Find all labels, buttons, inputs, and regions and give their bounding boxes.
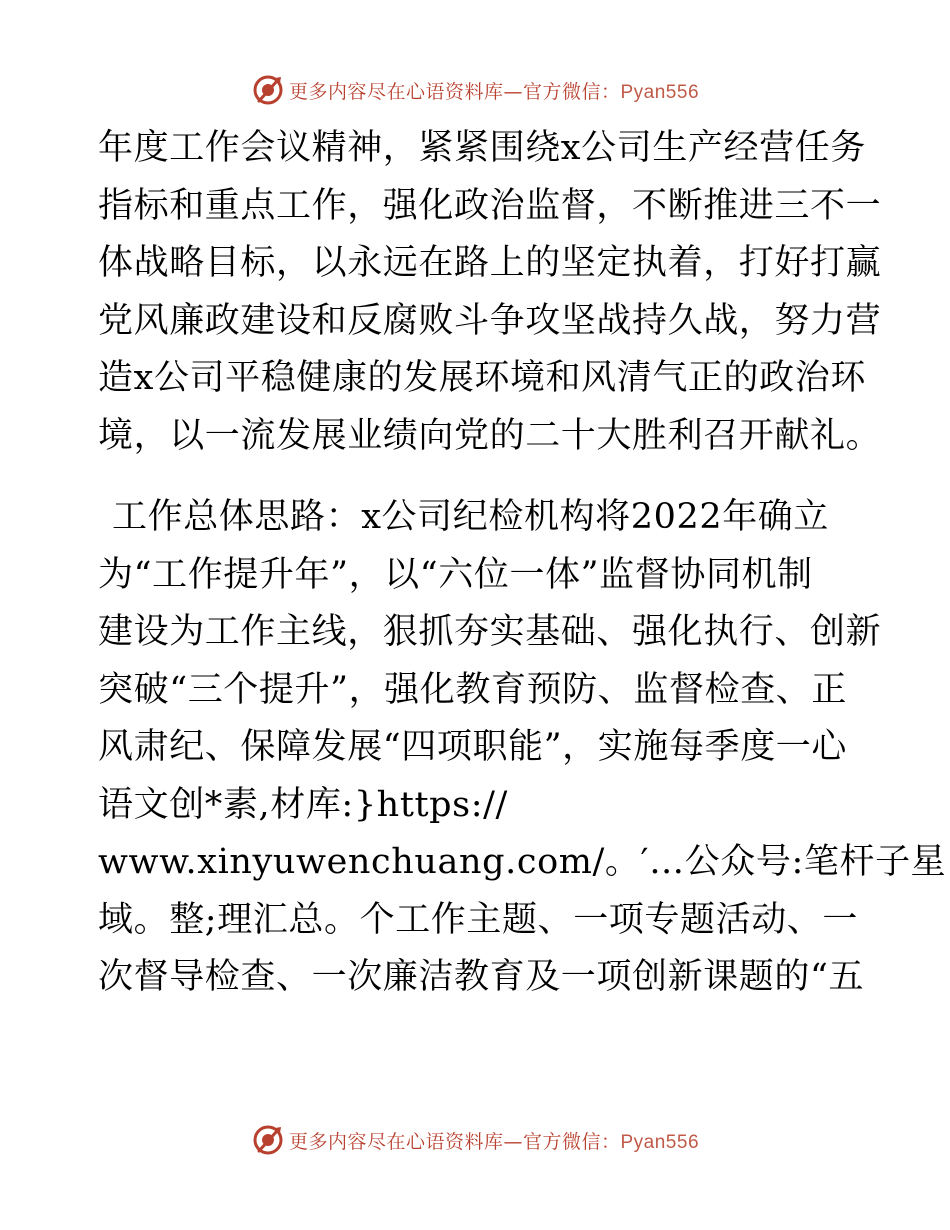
watermark-wechat-label: 官方微信： — [522, 80, 621, 103]
text-line: 风肃纪、保障发展“四项职能”，实施每季度一心 — [98, 727, 847, 767]
text-line: 境，以一流发展业绩向党的二十大胜利召开献礼。 — [98, 415, 882, 456]
paragraph-1 — [98, 120, 882, 465]
footer-watermark — [0, 1120, 950, 1160]
text-line: 年度工作会议精神，紧紧围绕x公司生产经营任务 — [98, 128, 866, 168]
text-line: 工作总体思路：x公司纪检机构将2022年确立 — [112, 497, 830, 537]
watermark-text — [289, 77, 699, 104]
watermark-brand: 更多内容尽在心语资料库 — [288, 1130, 504, 1153]
text-line: 突破“三个提升”，强化教育预防、监督检查、正 — [98, 669, 847, 710]
brush-logo-icon — [251, 73, 285, 107]
watermark-brand: 更多内容尽在心语资料库 — [288, 80, 504, 103]
text-line: 指标和重点工作，强化政治监督，不断推进三不一 — [98, 185, 882, 226]
text-line: 次督导检查、一次廉洁教育及一项创新课题的“五 — [98, 957, 865, 997]
watermark-text — [289, 1127, 699, 1154]
document-body — [98, 120, 947, 1007]
text-line: 体战略目标，以永远在路上的坚定执着，打好打赢 — [98, 243, 882, 283]
watermark-handle: Pyan556 — [620, 81, 700, 103]
watermark-separator: — — [503, 1130, 523, 1153]
text-line: 域。整;理汇总。个工作主题、一项专题活动、一 — [98, 899, 858, 940]
watermark-handle: Pyan556 — [620, 1131, 700, 1153]
watermark-separator: — — [503, 80, 523, 103]
brush-logo-icon — [251, 1123, 285, 1157]
paragraph-gap — [98, 465, 850, 489]
text-line: 建设为工作主线，狠抓夯实基础、强化执行、创新 — [98, 612, 882, 652]
paragraph-2 — [98, 489, 947, 1007]
text-line: 党风廉政建设和反腐败斗争攻坚战持久战，努力营 — [98, 300, 882, 341]
watermark-wechat-label: 官方微信： — [522, 1130, 621, 1153]
text-line: 语文创*素,材库:}https:// — [98, 784, 508, 825]
header-watermark — [0, 70, 950, 110]
text-line: www.xinyuwenchuang.com/。′…公众号:笔杆子星 — [98, 842, 947, 882]
text-line: 为“工作提升年”，以“六位一体”监督协同机制 — [98, 554, 813, 595]
text-line: 造x公司平稳健康的发展环境和风清气正的政治环 — [98, 358, 866, 398]
